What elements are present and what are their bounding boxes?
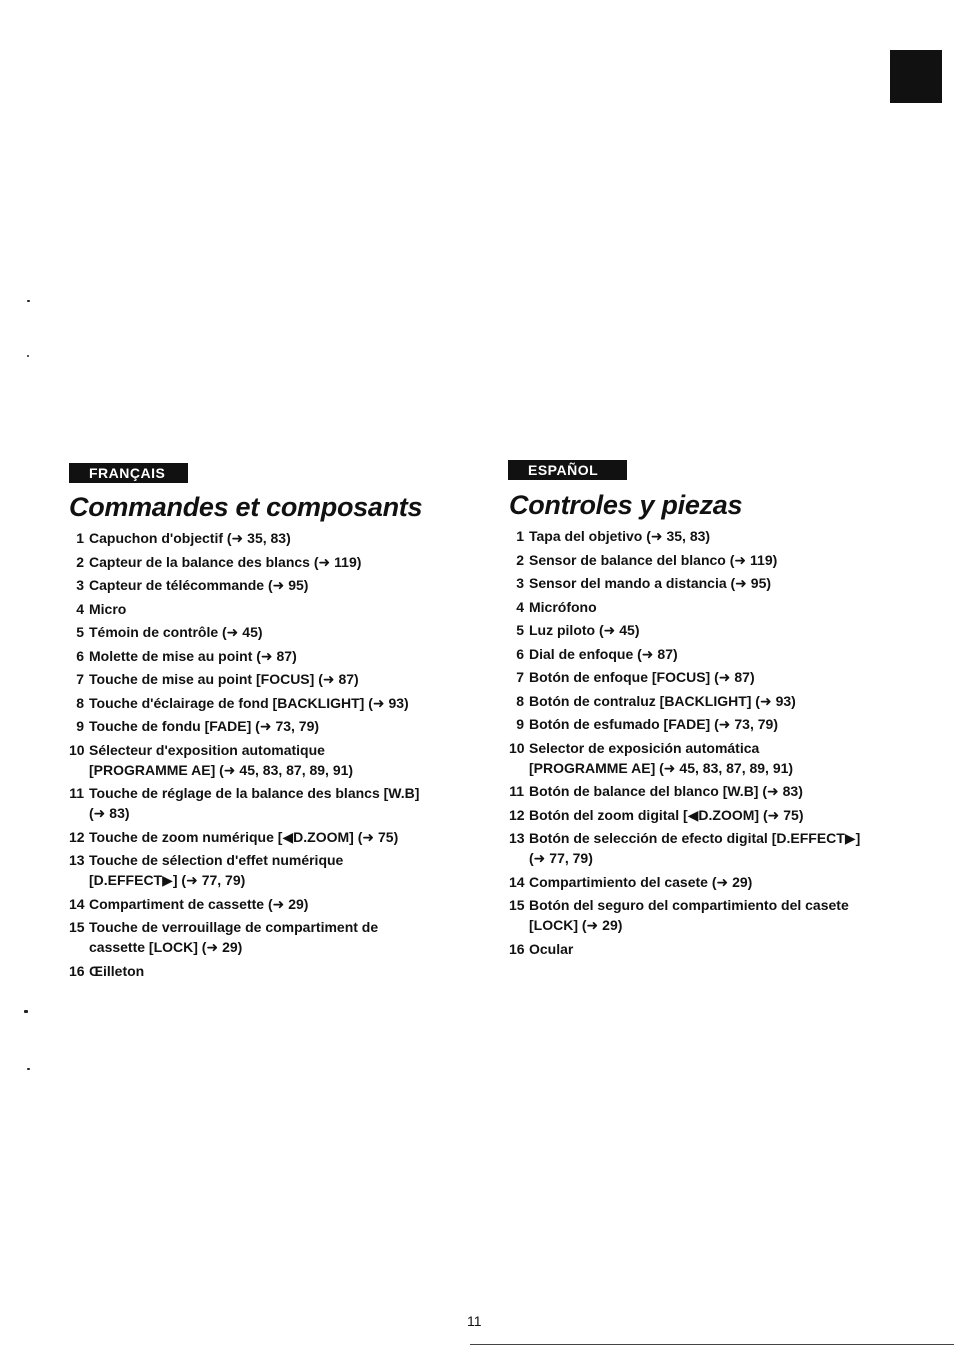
item-text: Ocular <box>529 940 574 957</box>
list-item <box>69 917 449 957</box>
item-text: Botón del zoom digital [◀D.ZOOM] (➜ 75) <box>529 806 804 823</box>
language-badge-french: FRANÇAIS <box>69 463 188 483</box>
item-number: 7 <box>76 671 84 687</box>
item-number: 14 <box>509 873 525 890</box>
item-text: Molette de mise au point (➜ 87) <box>89 647 297 664</box>
item-number: 13 <box>509 830 525 846</box>
item-text: Capuchon d'objectif (➜ 35, 83) <box>89 530 291 546</box>
list-item <box>69 669 449 689</box>
list-item <box>509 781 899 801</box>
list-item <box>509 644 899 664</box>
item-number: 16 <box>509 940 525 957</box>
item-number: 10 <box>69 741 85 758</box>
item-text: Sensor de balance del blanco (➜ 119) <box>529 551 778 568</box>
item-text: Œilleton <box>89 962 145 979</box>
item-number: 5 <box>516 622 524 638</box>
item-number: 6 <box>76 647 84 664</box>
item-number: 2 <box>76 553 84 570</box>
list-item <box>509 939 899 959</box>
item-number: 4 <box>516 598 524 615</box>
item-number: 1 <box>76 530 84 546</box>
section-title-french: Commandes et composants <box>69 492 423 522</box>
list-item <box>509 550 899 570</box>
list-item <box>69 850 449 890</box>
list-item <box>509 895 899 935</box>
list-item <box>69 575 449 595</box>
list-item <box>69 552 449 572</box>
list-item <box>69 961 449 981</box>
item-text: Compartiment de cassette (➜ 29) <box>89 895 309 912</box>
item-text: Botón del seguro del compartimiento del casete [LOCK] (➜ 29) <box>529 897 849 933</box>
item-text: Micro <box>89 600 127 617</box>
page-number: 11 <box>467 1313 482 1329</box>
item-number: 11 <box>509 783 524 799</box>
item-text: Capteur de la balance des blancs (➜ 119) <box>89 553 362 570</box>
item-number: 8 <box>516 692 524 709</box>
list-item <box>509 620 899 640</box>
item-number: 12 <box>509 806 525 823</box>
item-text: Touche de mise au point [FOCUS] (➜ 87) <box>89 671 359 687</box>
item-text: Touche de fondu [FADE] (➜ 73, 79) <box>89 718 320 734</box>
item-text: Sensor del mando a distancia (➜ 95) <box>529 575 772 591</box>
item-text: Touche de sélection d'effet numérique [D.EFFECT▶] (➜ 77, 79) <box>89 852 344 888</box>
item-number: 7 <box>516 669 524 685</box>
list-item <box>69 894 449 914</box>
item-text: Témoin de contrôle (➜ 45) <box>89 624 263 640</box>
scan-speck <box>27 355 29 357</box>
list-item <box>509 526 899 546</box>
item-text: Luz piloto (➜ 45) <box>529 622 640 638</box>
item-number: 12 <box>69 828 85 845</box>
item-text: Botón de contraluz [BACKLIGHT] (➜ 93) <box>529 692 796 709</box>
item-text: Selector de exposición automática [PROGRAMME AE] (➜ 45, 83, 87, 89, 91) <box>529 739 794 776</box>
item-number: 9 <box>76 718 84 734</box>
item-number: 15 <box>69 919 85 935</box>
item-number: 9 <box>516 716 524 732</box>
list-item <box>509 738 899 778</box>
item-number: 16 <box>69 962 85 979</box>
list-item <box>509 828 899 868</box>
list-item <box>69 740 449 780</box>
list-item <box>69 783 449 823</box>
parts-list-spanish <box>509 526 899 962</box>
item-number: 13 <box>69 852 85 868</box>
list-item <box>509 872 899 892</box>
item-number: 10 <box>509 739 525 756</box>
item-number: 3 <box>516 575 524 591</box>
scan-speck <box>24 1010 28 1013</box>
list-item <box>509 691 899 711</box>
item-text: Botón de esfumado [FADE] (➜ 73, 79) <box>529 716 778 732</box>
list-item <box>69 599 449 619</box>
item-number: 1 <box>516 528 524 544</box>
list-item <box>69 716 449 736</box>
item-number: 15 <box>509 897 525 913</box>
language-badge-spanish: ESPAÑOL <box>508 460 627 480</box>
list-item <box>509 573 899 593</box>
item-text: Micrófono <box>529 598 597 615</box>
item-number: 14 <box>69 895 85 912</box>
list-item <box>509 805 899 825</box>
list-item <box>509 667 899 687</box>
item-number: 3 <box>76 577 84 593</box>
item-text: Touche de réglage de la balance des blancs [W.B] (➜ 83) <box>89 785 420 821</box>
scan-speck <box>27 300 30 302</box>
item-text: Sélecteur d'exposition automatique [PROGRAMME AE] (➜ 45, 83, 87, 89, 91) <box>89 741 354 778</box>
item-number: 11 <box>69 785 84 801</box>
item-text: Compartimiento del casete (➜ 29) <box>529 873 753 890</box>
list-item <box>69 646 449 666</box>
item-text: Tapa del objetivo (➜ 35, 83) <box>529 528 711 544</box>
list-item <box>509 597 899 617</box>
item-text: Botón de enfoque [FOCUS] (➜ 87) <box>529 669 755 685</box>
item-text: Capteur de télécommande (➜ 95) <box>89 577 309 593</box>
list-item <box>69 827 449 847</box>
list-item <box>69 622 449 642</box>
corner-tab-marker <box>890 50 942 103</box>
item-number: 2 <box>516 551 524 568</box>
item-number: 6 <box>516 645 524 662</box>
item-text: Touche de verrouillage de compartiment de cassette [LOCK] (➜ 29) <box>89 919 379 955</box>
item-text: Dial de enfoque (➜ 87) <box>529 645 678 662</box>
item-text: Botón de selección de efecto digital [D.EFFECT▶] (➜ 77, 79) <box>529 830 861 866</box>
list-item <box>69 693 449 713</box>
item-number: 4 <box>76 600 84 617</box>
list-item <box>69 528 449 548</box>
footer-rule <box>470 1344 954 1345</box>
scan-speck <box>27 1068 30 1070</box>
item-text: Touche d'éclairage de fond [BACKLIGHT] (➜ 93) <box>89 694 409 711</box>
item-number: 8 <box>76 694 84 711</box>
item-text: Touche de zoom numérique [◀D.ZOOM] (➜ 75) <box>89 828 399 845</box>
parts-list-french <box>69 528 449 984</box>
item-text: Botón de balance del blanco [W.B] (➜ 83) <box>529 783 803 799</box>
item-number: 5 <box>76 624 84 640</box>
section-title-spanish: Controles y piezas <box>509 490 743 520</box>
list-item <box>509 714 899 734</box>
